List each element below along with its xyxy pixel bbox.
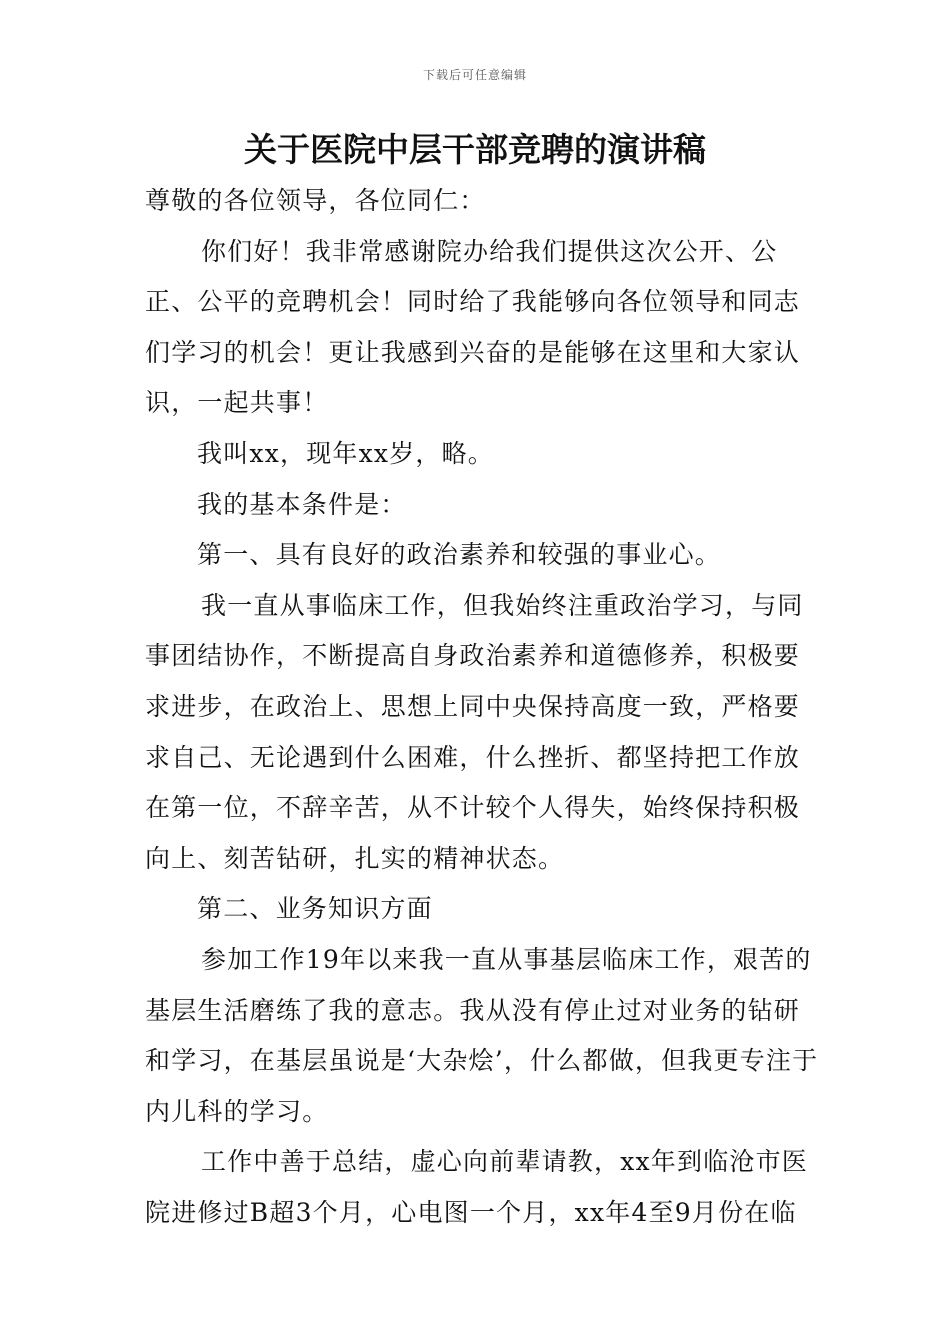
- paragraph-introduction: 我叫xx，现年xx岁，略。: [197, 438, 494, 468]
- document-body: [145, 176, 825, 1238]
- paragraph-professional-knowledge: 参加工作19年以来我一直从事基层临床工作，艰苦的基层生活磨练了我的意志。我从没有停止过对业务的钻研和学习，在基层虽说是‘大杂烩’，什么都做，但我更专注于内儿科的学习。: [145, 944, 819, 1126]
- paragraph-point-one-heading: 第一、具有良好的政治素养和较强的事业心。: [197, 540, 722, 570]
- paragraph-political-quality: 我一直从事临床工作，但我始终注重政治学习，与同事团结协作，不断提高自身政治素养和道德修养，积极要求进步，在政治上、思想上同中央保持高度一致，严格要求自己、无论遇到什么困难，什么挫折、都坚持把工作放在第一位，不辞辛苦，从不计较个人得失，始终保持积极向上、刻苦钻研，扎实的精神状态。: [145, 590, 804, 873]
- salutation: 尊敬的各位领导，各位同仁：: [145, 186, 486, 215]
- document-title: 关于医院中层干部竞聘的演讲稿: [244, 130, 706, 169]
- paragraph-greeting: 你们好！我非常感谢院办给我们提供这次公开、公正、公平的竞聘机会！同时给了我能够向各位领导和同志们学习的机会！更让我感到兴奋的是能够在这里和大家认识，一起共事！: [145, 236, 801, 418]
- paragraph-conditions-heading: 我的基本条件是：: [197, 489, 407, 519]
- paragraph-point-two-heading: 第二、业务知识方面: [197, 894, 433, 924]
- header-note: 下载后可任意编辑: [422, 68, 527, 82]
- paragraph-training-experience: 工作中善于总结，虚心向前辈请教，xx年到临沧市医院进修过B超3个月，心电图一个月，xx年4至9月份在临: [145, 1147, 809, 1227]
